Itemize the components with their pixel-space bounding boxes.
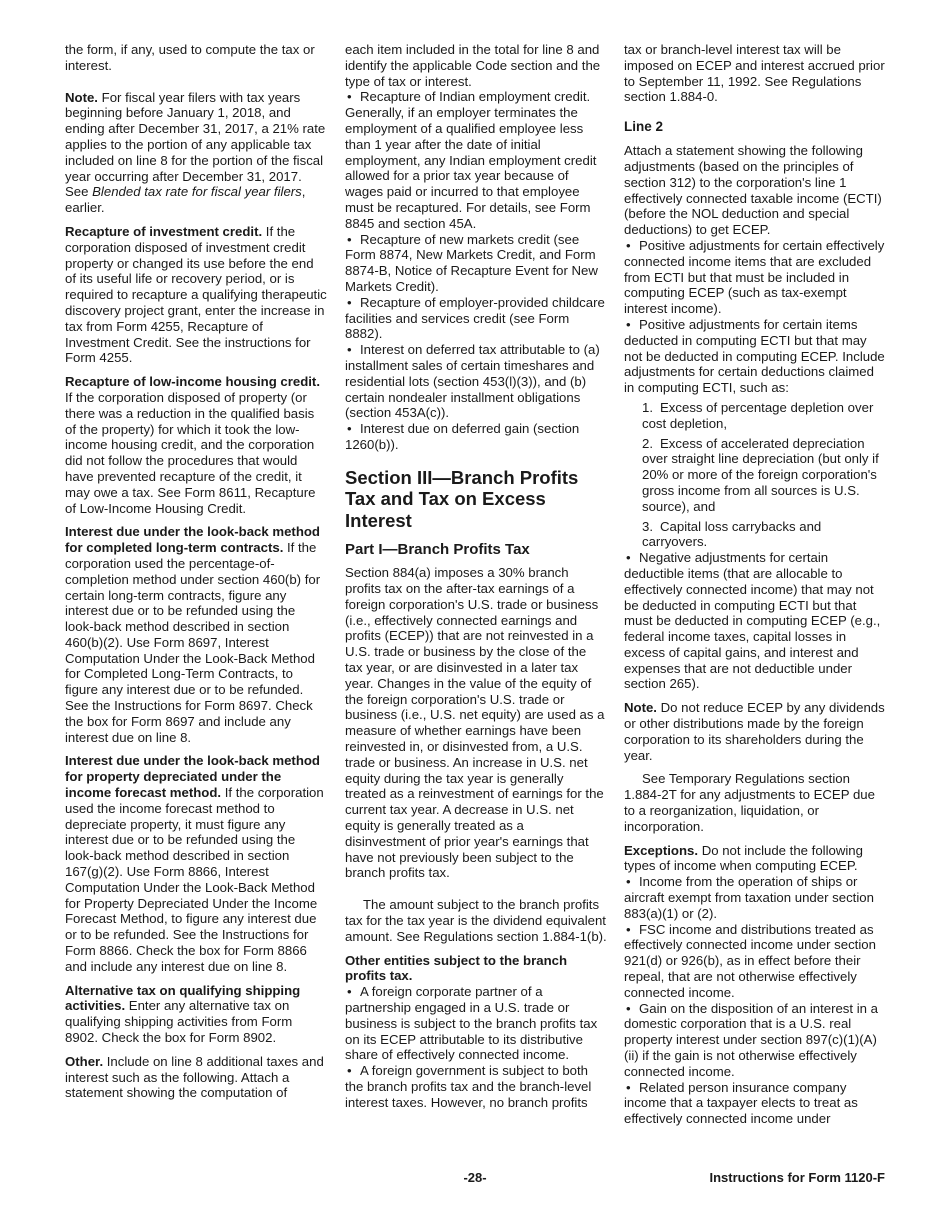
heading-inline: Recapture of low-income housing credit. bbox=[65, 374, 320, 390]
numbered-item bbox=[624, 519, 886, 551]
note-label: Note. bbox=[65, 89, 98, 105]
body-text: If the corporation disposed of property (or there was a reduction in the qualified basis of the property) for which it took the low-income housing credit, and the corporation did not follow the procedures that would have prevented recapture of the credit, it may owe a tax. See Form 8611, Recapture of Low-Income Housing Credit. bbox=[65, 389, 316, 516]
temp-regs-paragraph: See Temporary Regulations section 1.884-2T for any adjustments to ECEP due to a reorganization, liquidation, or incorporation. bbox=[624, 771, 875, 834]
list-item: • FSC income and distributions treated as effectively connected income under section 921(d) or 926(b), as in effect before their repeal, that are not otherwise effectively connected income. bbox=[624, 922, 886, 1001]
numbered-item bbox=[624, 400, 886, 432]
body-text: If the corporation used the income forecast method to depreciate property, it must figure any interest due or to be refunded using the look-back method described in section 167(g)(2). Use Form 8866, Interest Computation Under the Look-Back Method for Property Depreciated Under the Income Forecast Method, to figure any interest due or to be refunded. See the Instructions for Form 8866. Check the box for Form 8866 and include any interest due on line 8. bbox=[65, 785, 324, 974]
list-item: • Negative adjustments for certain deductible items (that are allocable to effectively connected income) that may not be deducted in computing ECTI but that must be deducted in computing ECEP (e.g., federal income taxes, capital losses in excess of capital gains, and interest and expenses that are not deductible under section 265). bbox=[624, 550, 886, 692]
exceptions-paragraph bbox=[624, 843, 886, 875]
list-item: • A foreign government is subject to both the branch profits tax and the branch-level interest taxes. However, no branch profits bbox=[345, 1063, 607, 1110]
list-item: • Recapture of employer-provided childcare facilities and services credit (see Form 8882). bbox=[345, 295, 607, 342]
note-label: Note. bbox=[624, 700, 657, 716]
paragraph-884: Section 884(a) imposes a 30% branch profits tax on the after-tax earnings of a foreign corporation's U.S. trade or business (i.e., effectively connected earnings and profits (ECEP)) that are not reinvested in a U.S. trade or business by the close of the tax year, or are disinvested in a later tax year. Changes in the value of the equity of the foreign corporation's U.S. trade or business (i.e., U.S. net equity) are used as a measure of whether earnings have been reinvested in, or disinvested from, a U.S. trade or business. An increase in U.S. net equity during the tax year is generally treated as a reinvestment of earnings for the current tax year. A decrease in U.S. net equity is generally treated as a disinvestment of prior year's earnings that have not previously been subject to the branch profits tax. bbox=[345, 565, 605, 881]
part-title: Part I—Branch Profits Tax bbox=[345, 541, 530, 559]
recapture-low-income-housing bbox=[65, 374, 327, 516]
note-text: Do not reduce ECEP by any dividends or other distributions made by the foreign corporation to its shareholders during the year. bbox=[624, 700, 885, 763]
numbered-item bbox=[624, 436, 886, 515]
body-text: Do not include the following types of income when computing ECEP. bbox=[624, 842, 863, 874]
heading-inline: Recapture of investment credit. bbox=[65, 223, 263, 239]
item-text: Excess of accelerated depreciation over straight line depreciation (but only if 20% or more of the foreign corporation's gross income from all sources is U.S. source), and bbox=[642, 435, 879, 514]
paragraph: the form, if any, used to compute the tax or interest. bbox=[65, 42, 315, 73]
list-item: • Recapture of new markets credit (see Form 8874, New Markets Credit, and Form 8874-B, Notice of Recapture Event for New Markets Credit). bbox=[345, 232, 607, 295]
column-left bbox=[65, 42, 327, 1109]
lookback-income-forecast bbox=[65, 753, 327, 974]
list-item: • Gain on the disposition of an interest in a domestic corporation that is a U.S. real property interest under section 897(c)(1)(A)(ii) if the gain is not otherwise effectively connected income. bbox=[624, 1001, 886, 1080]
heading-inline: Interest due under the look-back method for property depreciated under the income forecast method. bbox=[65, 753, 320, 801]
note-paragraph bbox=[624, 700, 886, 763]
list-item: • Interest on deferred tax attributable to (a) installment sales of certain timeshares and residential lots (section 453(l)(3)), and (b) certain nondealer installment obligations (section 453A(c)). bbox=[345, 342, 607, 421]
list-item: • Related person insurance company income that a taxpayer elects to treat as effectively connected income under bbox=[624, 1080, 886, 1127]
paragraph: each item included in the total for line 8 and identify the applicable Code section and the type of tax or interest. bbox=[345, 42, 601, 89]
list-item: • Positive adjustments for certain items deducted in computing ECTI but that may not be deducted in computing ECEP. Include adjustments for certain deductions claimed in computing ECTI, such as: bbox=[624, 317, 886, 396]
heading-inline: Exceptions. bbox=[624, 842, 699, 858]
item-number: 2. bbox=[642, 435, 653, 451]
other-taxes bbox=[65, 1054, 327, 1101]
item-text: Capital loss carrybacks and carryovers. bbox=[642, 518, 822, 550]
body-text: Include on line 8 additional taxes and interest such as the following. Attach a statement showing the computation of bbox=[65, 1053, 324, 1101]
alternative-tax-shipping bbox=[65, 983, 327, 1046]
item-text: Excess of percentage depletion over cost depletion, bbox=[642, 399, 874, 431]
list-item: • Income from the operation of ships or aircraft exempt from taxation under section 883(a)(1) or (2). bbox=[624, 874, 886, 921]
paragraph: tax or branch-level interest tax will be imposed on ECEP and interest accrued prior to September 11, 1992. See Regulations section 1.884-0. bbox=[624, 42, 885, 105]
column-right bbox=[624, 42, 886, 1127]
list-item: • A foreign corporate partner of a partnership engaged in a U.S. trade or business is subject to the branch profits tax on its ECEP attributable to its distributive share of effectively connected income. bbox=[345, 984, 607, 1063]
body-text: If the corporation used the percentage-of-completion method under section 460(b) for certain long-term contracts, figure any interest due or to be refunded using the look-back method described in section 460(b)(2). Use Form 8697, Interest Computation Under the Look-Back Method for Completed Long-Term Contracts, to figure any interest due or to be refunded. See the Instructions for Form 8697. Check the box for Form 8697 and include any interest due on line 8. bbox=[65, 540, 321, 745]
list-item: • Interest due on deferred gain (section 1260(b)). bbox=[345, 421, 607, 453]
note-paragraph bbox=[65, 90, 327, 216]
page-number: -28- bbox=[463, 1170, 487, 1185]
other-entities-heading: Other entities subject to the branch profits tax. bbox=[345, 952, 568, 984]
item-number: 1. bbox=[642, 399, 653, 415]
note-text: For fiscal year filers with tax years beginning before January 1, 2018, and ending after December 31, 2017, a 21% rate applies to the portion of any applicable tax included on line 8 for the portion of the fiscal year occurring after December 31, 2017. See bbox=[65, 89, 326, 200]
heading-inline: Other. bbox=[65, 1053, 104, 1069]
section-title: Section III—Branch Profits Tax and Tax on Excess Interest bbox=[345, 466, 579, 531]
list-item: • Positive adjustments for certain effectively connected income items that are excluded from ECTI but that must be included in computing ECEP (such as tax-exempt interest income). bbox=[624, 238, 886, 317]
line2-paragraph: Attach a statement showing the following adjustments (based on the principles of section 312) to the corporation's line 1 effectively connected taxable income (ECTI) (before the NOL deduction and special deductions) to get ECEP. bbox=[624, 143, 882, 238]
list-item: • Recapture of Indian employment credit. Generally, if an employer terminates the employment of a qualified employee less than 1 year after the date of initial employment, any Indian employment credit allowed for a prior tax year because of wages paid or incurred to that employee must be recaptured. For details, see Form 8845 and section 45A. bbox=[345, 89, 607, 231]
body-text: Enter any alternative tax on qualifying shipping activities from Form 8902. Check the box for Form 8902. bbox=[65, 998, 293, 1046]
lookback-long-term-contracts bbox=[65, 524, 327, 745]
column-middle bbox=[345, 42, 607, 1111]
line2-heading: Line 2 bbox=[624, 119, 664, 135]
footer-form-title: Instructions for Form 1120-F bbox=[709, 1170, 885, 1185]
heading-inline: Alternative tax on qualifying shipping activities. bbox=[65, 982, 301, 1014]
note-text-end: , earlier. bbox=[65, 184, 306, 216]
body-text: If the corporation disposed of investment credit property or changed its use before the end of its useful life or recovery period, or is required to recapture a qualifying therapeutic discovery project grant, enter the increase in tax from Form 4255, Recapture of Investment Credit. See the instructions for Form 4255. bbox=[65, 223, 327, 366]
paragraph-amount: The amount subject to the branch profits tax for the tax year is the dividend equivalent amount. See Regulations section 1.884-1(b). bbox=[345, 897, 607, 944]
note-italic-ref: Blended tax rate for fiscal year filers bbox=[92, 184, 302, 200]
heading-inline: Interest due under the look-back method for completed long-term contracts. bbox=[65, 524, 320, 556]
recapture-investment-credit bbox=[65, 224, 327, 366]
item-number: 3. bbox=[642, 518, 653, 534]
